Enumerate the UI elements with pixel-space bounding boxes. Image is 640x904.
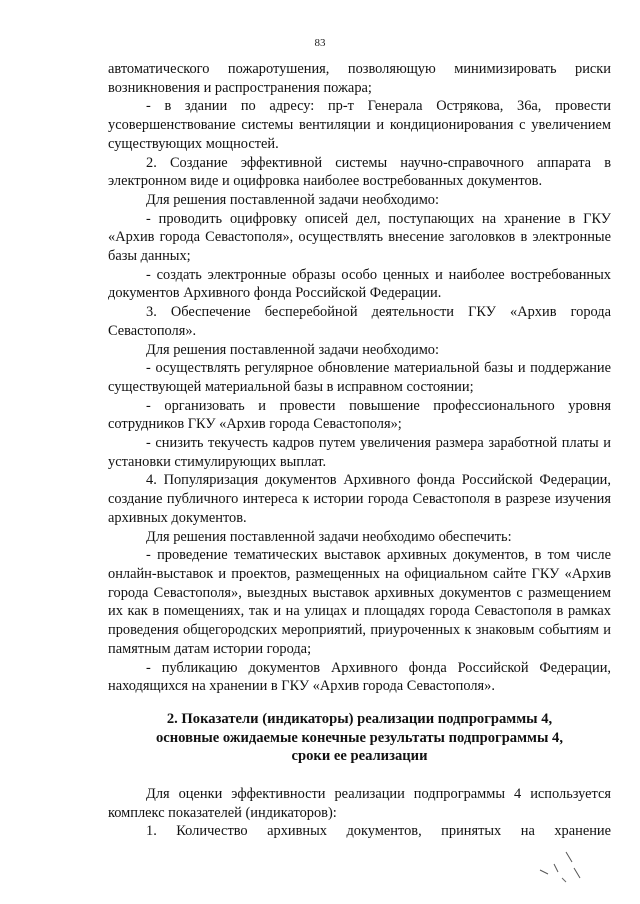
section-heading-line: сроки ее реализации [291,748,428,765]
body-text [108,60,611,841]
paragraph: - в здании по адресу: пр-т Генерала Острякова, 36а, провести усовершенствование системы вентиляции и кондиционирования с увеличением существующих мощностей. [108,98,611,152]
paragraph: 1. Количество архивных документов, принятых на хранение [146,823,611,840]
section-heading [108,710,611,766]
paragraph: Для оценки эффективности реализации подпрограммы 4 используется комплекс показателей (индикаторов): [108,786,611,821]
paragraph: 4. Популяризация документов Архивного фонда Российской Федерации, создание публичного интереса к истории города Севастополя в разрезе изучения архивных документов. [108,472,611,526]
paragraph: - создать электронные образы особо ценных и наиболее востребованных документов Архивного фонда Российской Федерации. [108,266,611,302]
paragraph: - публикацию документов Архивного фонда Российской Федерации, находящихся на хранении в ГКУ «Архив города Севастополя». [108,659,611,695]
paragraph: Для решения поставленной задачи необходимо обеспечить: [146,528,512,545]
paragraph: - проводить оцифровку описей дел, поступающих на хранение в ГКУ «Архив города Севастополя», осуществлять внесение заголовков в электронные базы данных; [108,210,611,265]
section-heading-line: 2. Показатели (индикаторы) реализации подпрограммы 4, [166,710,553,727]
section-heading-line: основные ожидаемые конечные результаты подпрограммы 4, [156,729,563,746]
paragraph: автоматического пожаротушения, позволяющую минимизировать риски возникновения и распространения пожара; [108,61,611,96]
paragraph: Для решения поставленной задачи необходимо: [146,191,439,208]
paragraph: - организовать и провести повышение профессионального уровня сотрудников ГКУ «Архив города Севастополя»; [108,397,611,433]
paragraph: Для решения поставленной задачи необходимо: [146,341,439,358]
paragraph: - проведение тематических выставок архивных документов, в том числе онлайн-выставок и проектов, размещенных на официальном сайте ГКУ «Архив города Севастополя», выездных выставок архивных документов с размещением их как в помещениях, так и на улицах и площадях города Севастополя в рамках проведения общегородских мероприятий, приуроченных к знаковым событиям и памятным датам истории города; [108,547,611,657]
scan-mark-icon [536,848,586,888]
paragraph: 2. Создание эффективной системы научно-справочного аппарата в электронном виде и оцифровка наиболее востребованных документов. [108,154,611,190]
paragraph: 3. Обеспечение бесперебойной деятельности ГКУ «Архив города Севастополя». [108,304,611,339]
paragraph: - осуществлять регулярное обновление материальной базы и поддержание существующей материальной базы в исправном состоянии; [108,360,611,395]
paragraph: - снизить текучесть кадров путем увеличения размера заработной платы и установки стимулирующих выплат. [108,435,611,470]
page-number: 83 [314,37,326,49]
